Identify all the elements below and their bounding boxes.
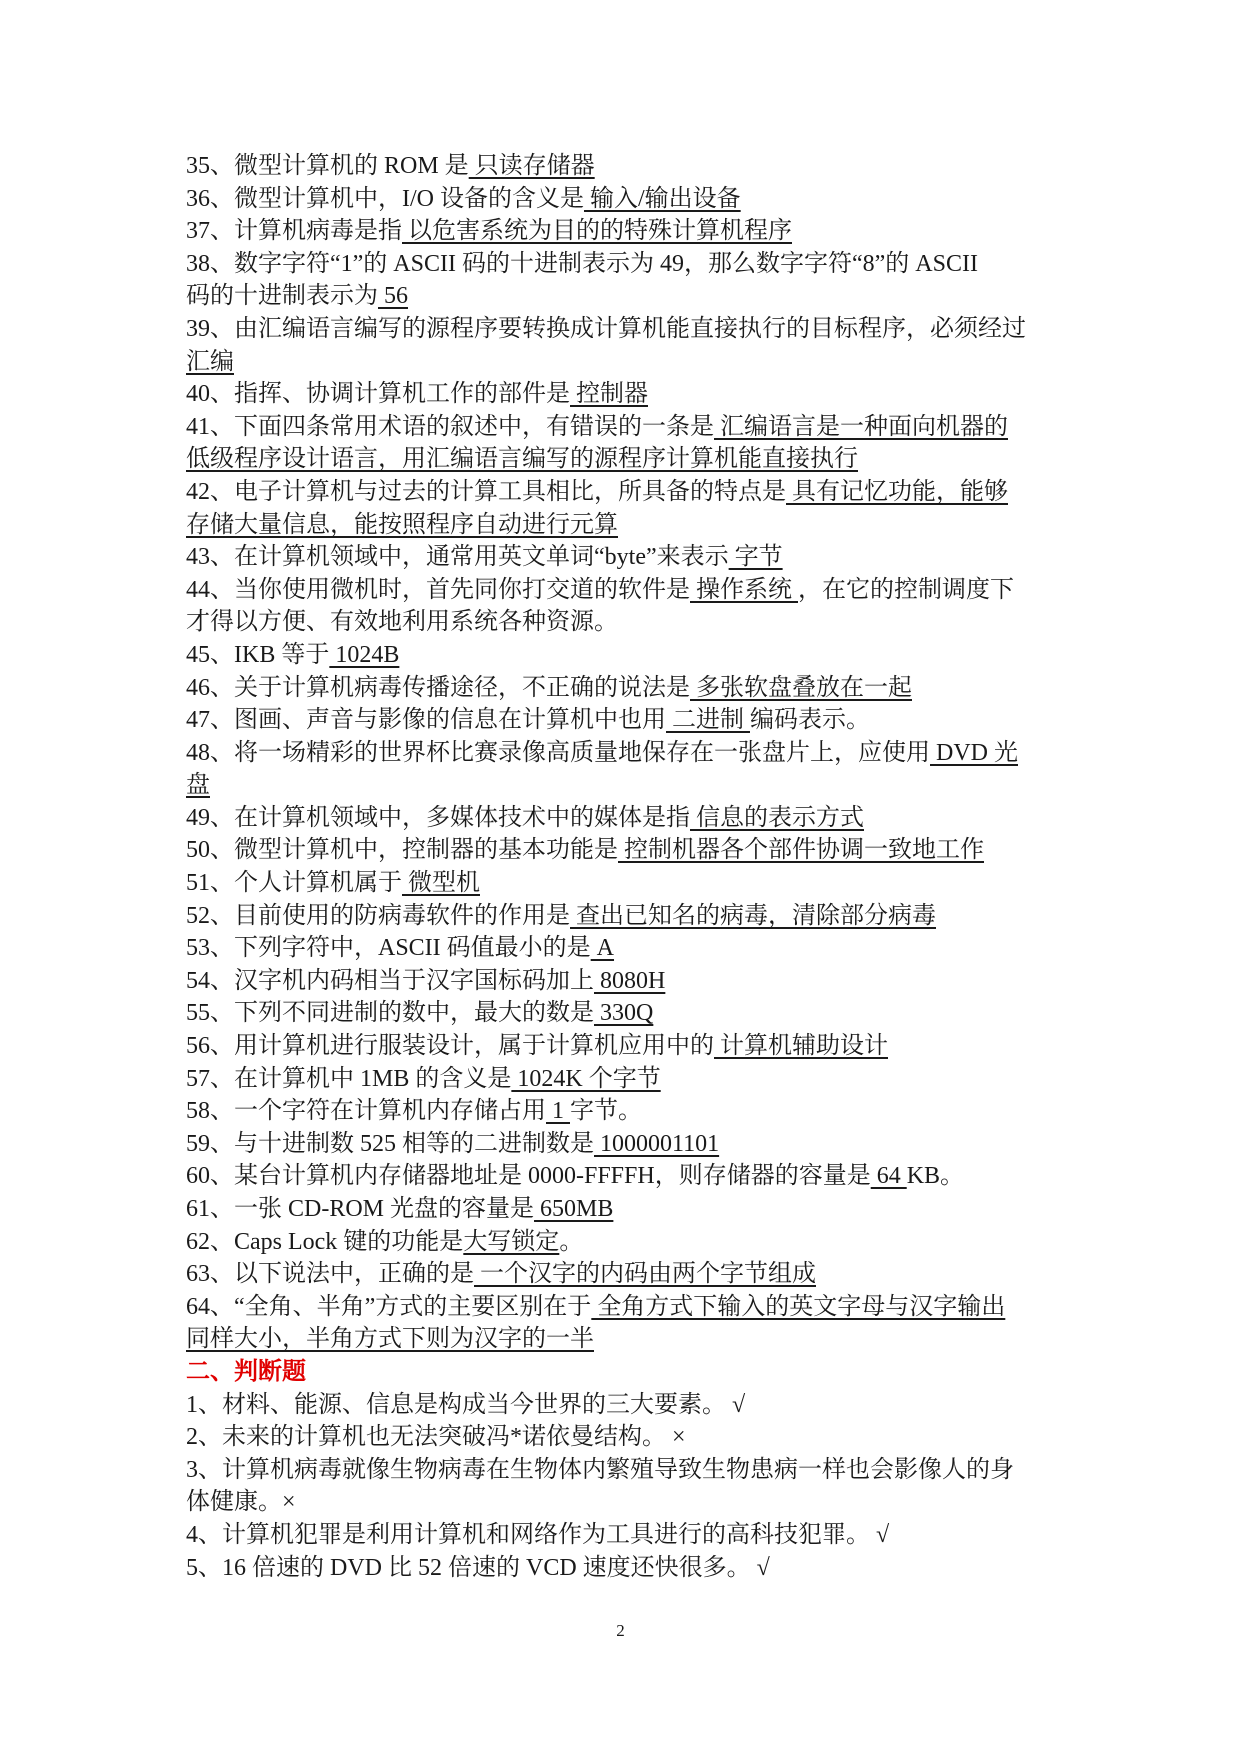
question-text: 47、图画、声音与影像的信息在计算机中也用: [186, 707, 666, 734]
question-line: [186, 411, 1066, 444]
question-text-tail: 。: [559, 1228, 584, 1255]
answer-underlined: 多张软盘叠放在一起: [690, 674, 912, 701]
question-text: 41、下面四条常用术语的叙述中，有错误的一条是: [186, 413, 714, 440]
question-text: 59、与十进制数 525 相等的二进制数是: [186, 1130, 594, 1157]
question-text: 52、目前使用的防病毒软件的作用是: [186, 902, 570, 929]
question-line: [186, 1030, 1066, 1063]
answer-underlined: 650MB: [534, 1196, 614, 1222]
question-text: 45、IKB 等于: [186, 641, 330, 668]
question-text: 37、计算机病毒是指: [186, 218, 402, 245]
question-line: [186, 378, 1066, 411]
judgment-line: 1、材料、能源、信息是构成当今世界的三大要素。 √: [186, 1391, 746, 1418]
answer-underlined: DVD 光: [930, 739, 1018, 766]
question-line: [186, 574, 1066, 607]
question-line: [186, 541, 1066, 574]
question-text: 54、汉字机内码相当于汉字国标码加上: [186, 967, 594, 994]
question-line: [186, 932, 1066, 965]
question-text-tail: 编码表示。: [750, 707, 870, 734]
question-text-tail: KB。: [906, 1163, 965, 1190]
question-text: 44、当你使用微机时，首先同你打交道的软件是: [186, 576, 690, 603]
question-line: [186, 509, 1066, 542]
section-heading-judgment: 二、判断题: [186, 1358, 306, 1385]
answer-underlined: 1: [546, 1098, 570, 1125]
answer-underlined: 1024K 个字节: [511, 1065, 661, 1092]
question-text: 42、电子计算机与过去的计算工具相比，所具备的特点是: [186, 478, 786, 505]
question-line: [186, 215, 1066, 248]
question-line: [186, 965, 1066, 998]
question-text: 56、用计算机进行服装设计，属于计算机应用中的: [186, 1033, 714, 1060]
question-line: [186, 737, 1066, 770]
question-text: 38、数字字符“1”的 ASCII 码的十进制表示为 49，那么数字字符“8”的 ASCII: [186, 250, 978, 277]
judgment-line: 2、未来的计算机也无法突破冯*诺依曼结构。 ×: [186, 1424, 686, 1451]
question-text: 51、个人计算机属于: [186, 870, 402, 897]
question-text: 58、一个字符在计算机内存储占用: [186, 1098, 546, 1125]
answer-underlined: 全角方式下输入的英文字母与汉字输出: [591, 1293, 1006, 1320]
question-line: [186, 280, 1066, 313]
document-body: [186, 150, 1066, 1584]
question-text: 50、微型计算机中，控制器的基本功能是: [186, 837, 618, 864]
answer-underlined: 1000001101: [594, 1130, 720, 1157]
question-line: [186, 1095, 1066, 1128]
answer-underlined: 1024B: [329, 641, 400, 668]
question-line: [186, 834, 1066, 867]
question-text: 43、在计算机领域中，通常用英文单词“byte”来表示: [186, 544, 729, 571]
question-line: [186, 802, 1066, 835]
answer-underlined: 56: [378, 283, 408, 310]
answer-underlined: 字节: [728, 544, 783, 571]
question-line: [186, 1258, 1066, 1291]
answer-underlined: 同样大小，半角方式下则为汉字的一半: [186, 1326, 594, 1353]
answer-underlined: 信息的表示方式: [690, 804, 864, 831]
answer-underlined: 具有记忆功能，能够: [786, 478, 1008, 505]
question-line: [186, 900, 1066, 933]
question-text: 60、某台计算机内存储器地址是 0000-FFFFH，则存储器的容量是: [186, 1163, 871, 1190]
answer-underlined: 输入/输出设备: [584, 185, 741, 212]
answer-underlined: 8080H: [594, 967, 666, 994]
question-line: [186, 183, 1066, 216]
question-line: [186, 476, 1066, 509]
question-line: [186, 248, 1066, 281]
question-line: [186, 997, 1066, 1030]
question-text: 49、在计算机领域中，多媒体技术中的媒体是指: [186, 804, 690, 831]
question-text: 48、将一场精彩的世界杯比赛录像高质量地保存在一张盘片上，应使用: [186, 739, 930, 766]
question-line: [186, 1160, 1066, 1193]
answer-underlined: 二进制: [666, 707, 750, 734]
question-line: [186, 1291, 1066, 1324]
question-line: [186, 1128, 1066, 1161]
question-line: [186, 672, 1066, 705]
answer-underlined: 盘: [186, 772, 210, 799]
judgment-line: 5、16 倍速的 DVD 比 52 倍速的 VCD 速度还快很多。 √: [186, 1554, 770, 1581]
question-line: [186, 867, 1066, 900]
question-text: 64、“全角、半角”方式的主要区别在于: [186, 1293, 592, 1320]
answer-underlined: 汇编: [186, 348, 234, 375]
question-line: [186, 313, 1066, 346]
answer-underlined: 控制器: [570, 381, 648, 408]
question-text: 46、关于计算机病毒传播途径，不正确的说法是: [186, 674, 690, 701]
question-line: [186, 1193, 1066, 1226]
answer-underlined: 大写锁定: [463, 1228, 560, 1255]
question-text-tail: ，在它的控制调度下: [798, 576, 1014, 603]
question-text: 55、下列不同进制的数中，最大的数是: [186, 1000, 594, 1027]
question-line: [186, 769, 1066, 802]
answer-underlined: 330Q: [594, 1000, 654, 1027]
judgment-line: 3、计算机病毒就像生物病毒在生物体内繁殖导致生物患病一样也会影像人的身: [186, 1456, 1014, 1483]
judgment-line: 体健康。×: [186, 1489, 296, 1516]
judgment-questions: [186, 1389, 1066, 1585]
answer-underlined: 控制机器各个部件协调一致地工作: [618, 837, 984, 864]
question-text: 62、Caps Lock 键的功能是: [186, 1228, 464, 1255]
question-text-tail: 字节。: [570, 1098, 642, 1125]
question-line: [186, 639, 1066, 672]
question-line: [186, 443, 1066, 476]
answer-underlined: 只读存储器: [468, 153, 595, 179]
answer-underlined: 操作系统: [690, 576, 798, 603]
question-text: 36、微型计算机中，I/O 设备的含义是: [186, 185, 584, 212]
question-text: 40、指挥、协调计算机工作的部件是: [186, 381, 570, 408]
answer-underlined: 计算机辅助设计: [714, 1033, 888, 1060]
question-line: [186, 606, 1066, 639]
question-line: [186, 1323, 1066, 1356]
answer-underlined: 汇编语言是一种面向机器的: [714, 413, 1008, 440]
page-number: 2: [616, 1621, 625, 1640]
question-text: 码的十进制表示为: [186, 283, 378, 310]
question-text: 35、微型计算机的 ROM 是: [186, 153, 469, 179]
question-line: [186, 1226, 1066, 1259]
answer-underlined: 查出已知名的病毒，清除部分病毒: [570, 902, 936, 929]
question-line: [186, 346, 1066, 379]
answer-underlined: 一个汉字的内码由两个字节组成: [474, 1261, 816, 1288]
fill-in-questions: [186, 150, 1066, 1356]
judgment-line: 4、计算机犯罪是利用计算机和网络作为工具进行的高科技犯罪。 √: [186, 1521, 890, 1548]
question-text: 才得以方便、有效地利用系统各种资源。: [186, 609, 618, 636]
question-line: [186, 704, 1066, 737]
question-text: 57、在计算机中 1MB 的含义是: [186, 1065, 512, 1092]
answer-underlined: A: [590, 935, 615, 962]
question-text: 39、由汇编语言编写的源程序要转换成计算机能直接执行的目标程序，必须经过: [186, 315, 1026, 342]
question-line: [186, 150, 1066, 183]
answer-underlined: 低级程序设计语言，用汇编语言编写的源程序计算机能直接执行: [186, 446, 858, 473]
answer-underlined: 微型机: [402, 870, 480, 897]
question-text: 63、以下说法中，正确的是: [186, 1261, 474, 1288]
answer-underlined: 64: [870, 1163, 907, 1190]
question-text: 61、一张 CD-ROM 光盘的容量是: [186, 1196, 535, 1222]
question-text: 53、下列字符中，ASCII 码值最小的是: [186, 935, 591, 962]
answer-underlined: 存储大量信息，能按照程序自动进行元算: [186, 511, 618, 538]
question-line: [186, 1063, 1066, 1096]
answer-underlined: 以危害系统为目的的特殊计算机程序: [402, 218, 792, 245]
